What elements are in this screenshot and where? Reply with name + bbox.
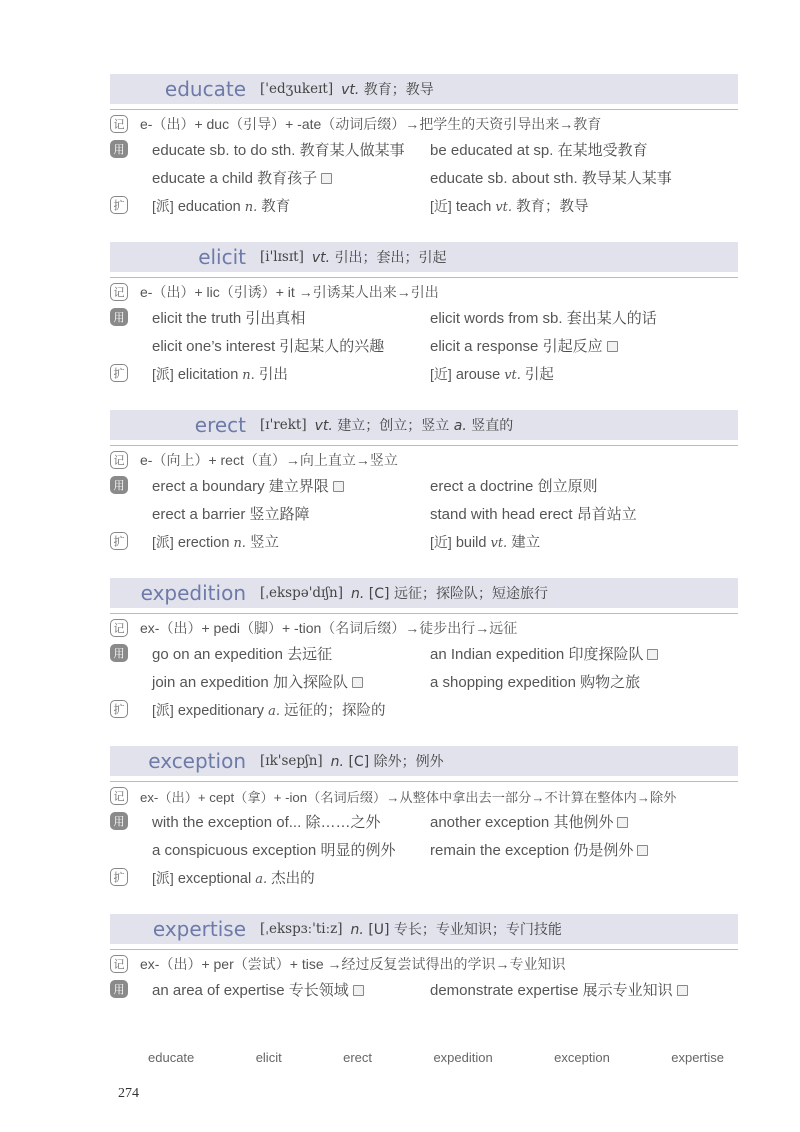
usage-phrase: be educated at sp. 在某地受教育 xyxy=(430,141,648,159)
phonetic: [ɪk'sepʃn] xyxy=(260,753,323,769)
headword-bar xyxy=(110,914,738,944)
page-number: 274 xyxy=(118,1086,139,1101)
memo-icon: 记 xyxy=(110,283,128,301)
headword: exception xyxy=(148,749,246,773)
usage-icon: 用 xyxy=(110,140,128,158)
memo-icon: 记 xyxy=(110,955,128,973)
footer-word: expedition xyxy=(433,1049,493,1065)
definition: [U] 专长；专业知识；专门技能 xyxy=(368,922,562,938)
usage-phrase: educate sb. about sth. 教导某人某事 xyxy=(430,169,672,187)
usage-phrase: erect a doctrine 创立原则 xyxy=(430,477,598,495)
synonym: [近] teach vt. 教育；教导 xyxy=(430,197,589,215)
entry-educate xyxy=(110,74,738,219)
usage-phrase: elicit the truth 引出真相 xyxy=(152,309,306,327)
usage-phrase: a conspicuous exception 明显的例外 xyxy=(152,841,396,859)
memo-text: e-（向上）+ rect（直）→向上直立→竖立 xyxy=(140,452,398,468)
footer-word: expertise xyxy=(671,1049,724,1065)
synonym: [近] arouse vt. 引起 xyxy=(430,365,554,383)
part-of-speech: n. xyxy=(351,586,365,602)
headword: erect xyxy=(194,413,246,437)
usage-icon: 用 xyxy=(110,476,128,494)
entry-exception xyxy=(110,746,738,891)
memo-icon: 记 xyxy=(110,451,128,469)
entry-expedition xyxy=(110,578,738,723)
audio-marker-icon xyxy=(607,341,618,352)
derivative: [派] elicitation n. 引出 xyxy=(152,365,288,383)
derivative: [派] education n. 教育 xyxy=(152,197,291,215)
usage-phrase: demonstrate expertise 展示专业知识 xyxy=(430,979,730,1000)
headword-bar xyxy=(110,242,738,272)
headword-bar xyxy=(110,410,738,440)
derivative: [派] erection n. 竖立 xyxy=(152,533,279,551)
memo-icon: 记 xyxy=(110,115,128,133)
memo-text: ex-（出）+ cept（拿）+ -ion（名词后缀）→从整体中拿出去一部分→不计算在整体内→除外 xyxy=(140,789,677,805)
phonetic: ['edʒukeɪt] xyxy=(260,81,334,97)
entry-elicit xyxy=(110,242,738,387)
usage-phrase: stand with head erect 昂首站立 xyxy=(430,505,637,523)
entry-erect xyxy=(110,410,738,555)
headword: elicit xyxy=(198,245,246,269)
footer-word: exception xyxy=(554,1049,610,1065)
headword-bar xyxy=(110,74,738,104)
audio-marker-icon xyxy=(617,817,628,828)
usage-icon: 用 xyxy=(110,308,128,326)
usage-phrase: remain the exception 仍是例外 xyxy=(430,839,730,860)
usage-phrase: educate a child 教育孩子 xyxy=(152,167,430,188)
audio-marker-icon xyxy=(637,845,648,856)
definition: 教育；教导 xyxy=(363,82,434,98)
memo-icon: 记 xyxy=(110,619,128,637)
headword: expedition xyxy=(140,581,246,605)
extension-icon: 扩 xyxy=(110,532,128,550)
definition: [C] 远征；探险队；短途旅行 xyxy=(368,586,548,602)
memo-text: e-（出）+ lic（引诱）+ it →引诱某人出来→引出 xyxy=(140,284,439,300)
memo-text: ex-（出）+ pedi（脚）+ -tion（名词后缀）→徒步出行→远征 xyxy=(140,620,518,636)
usage-phrase: another exception 其他例外 xyxy=(430,811,730,832)
audio-marker-icon xyxy=(677,985,688,996)
definition: [C] 除外；例外 xyxy=(348,754,444,770)
audio-marker-icon xyxy=(353,985,364,996)
usage-phrase: go on an expedition 去远征 xyxy=(152,645,333,663)
audio-marker-icon xyxy=(321,173,332,184)
extension-icon: 扩 xyxy=(110,868,128,886)
footer-word: elicit xyxy=(255,1049,282,1065)
usage-phrase: erect a boundary 建立界限 xyxy=(152,475,430,496)
usage-phrase: elicit a response 引起反应 xyxy=(430,335,730,356)
usage-icon: 用 xyxy=(110,812,128,830)
footer-word-index xyxy=(110,1042,738,1072)
footer-word: educate xyxy=(148,1049,195,1065)
phonetic: [ˌekspə'dɪʃn] xyxy=(260,585,344,601)
definition: 建立；创立；竖立 xyxy=(337,418,450,434)
headword: expertise xyxy=(152,917,246,941)
usage-phrase: a shopping expedition 购物之旅 xyxy=(430,673,641,691)
extension-icon: 扩 xyxy=(110,700,128,718)
usage-phrase: educate sb. to do sth. 教育某人做某事 xyxy=(152,141,405,159)
usage-phrase: erect a barrier 竖立路障 xyxy=(152,505,310,523)
phonetic: [i'lɪsɪt] xyxy=(260,249,304,265)
headword-bar xyxy=(110,578,738,608)
usage-icon: 用 xyxy=(110,644,128,662)
headword-bar xyxy=(110,746,738,776)
part-of-speech: n. xyxy=(330,754,344,770)
entry-expertise xyxy=(110,914,738,1003)
headword: educate xyxy=(164,77,246,101)
extension-icon: 扩 xyxy=(110,196,128,214)
usage-phrase: elicit words from sb. 套出某人的话 xyxy=(430,309,657,327)
usage-phrase: an area of expertise 专长领域 xyxy=(152,979,430,1000)
extension-icon: 扩 xyxy=(110,364,128,382)
part-of-speech: n. xyxy=(350,922,364,938)
phonetic: [ɪ'rekt] xyxy=(260,417,307,433)
memo-icon: 记 xyxy=(110,787,128,805)
usage-phrase: join an expedition 加入探险队 xyxy=(152,671,430,692)
part-of-speech: vt. xyxy=(314,418,333,434)
definition: 引出；套出；引起 xyxy=(334,250,447,266)
synonym: [近] build vt. 建立 xyxy=(430,533,541,551)
usage-phrase: an Indian expedition 印度探险队 xyxy=(430,643,730,664)
phonetic: [ˌekspɜː'tiːz] xyxy=(260,921,343,937)
definition-2: 竖直的 xyxy=(471,418,514,434)
derivative: [派] expeditionary a. 远征的；探险的 xyxy=(152,701,386,719)
audio-marker-icon xyxy=(647,649,658,660)
usage-phrase: with the exception of... 除……之外 xyxy=(152,813,381,831)
audio-marker-icon xyxy=(333,481,344,492)
part-of-speech: vt. xyxy=(341,82,360,98)
usage-phrase: elicit one’s interest 引起某人的兴趣 xyxy=(152,337,385,355)
part-of-speech: vt. xyxy=(311,250,331,266)
footer-word: erect xyxy=(343,1049,373,1065)
memo-text: ex-（出）+ per（尝试）+ tise →经过反复尝试得出的学识→专业知识 xyxy=(140,956,566,972)
part-of-speech-2: a. xyxy=(453,418,467,434)
audio-marker-icon xyxy=(352,677,363,688)
usage-icon: 用 xyxy=(110,980,128,998)
derivative: [派] exceptional a. 杰出的 xyxy=(152,869,315,887)
memo-text: e-（出）+ duc（引导）+ -ate（动词后缀）→把学生的天资引导出来→教育 xyxy=(140,116,602,132)
